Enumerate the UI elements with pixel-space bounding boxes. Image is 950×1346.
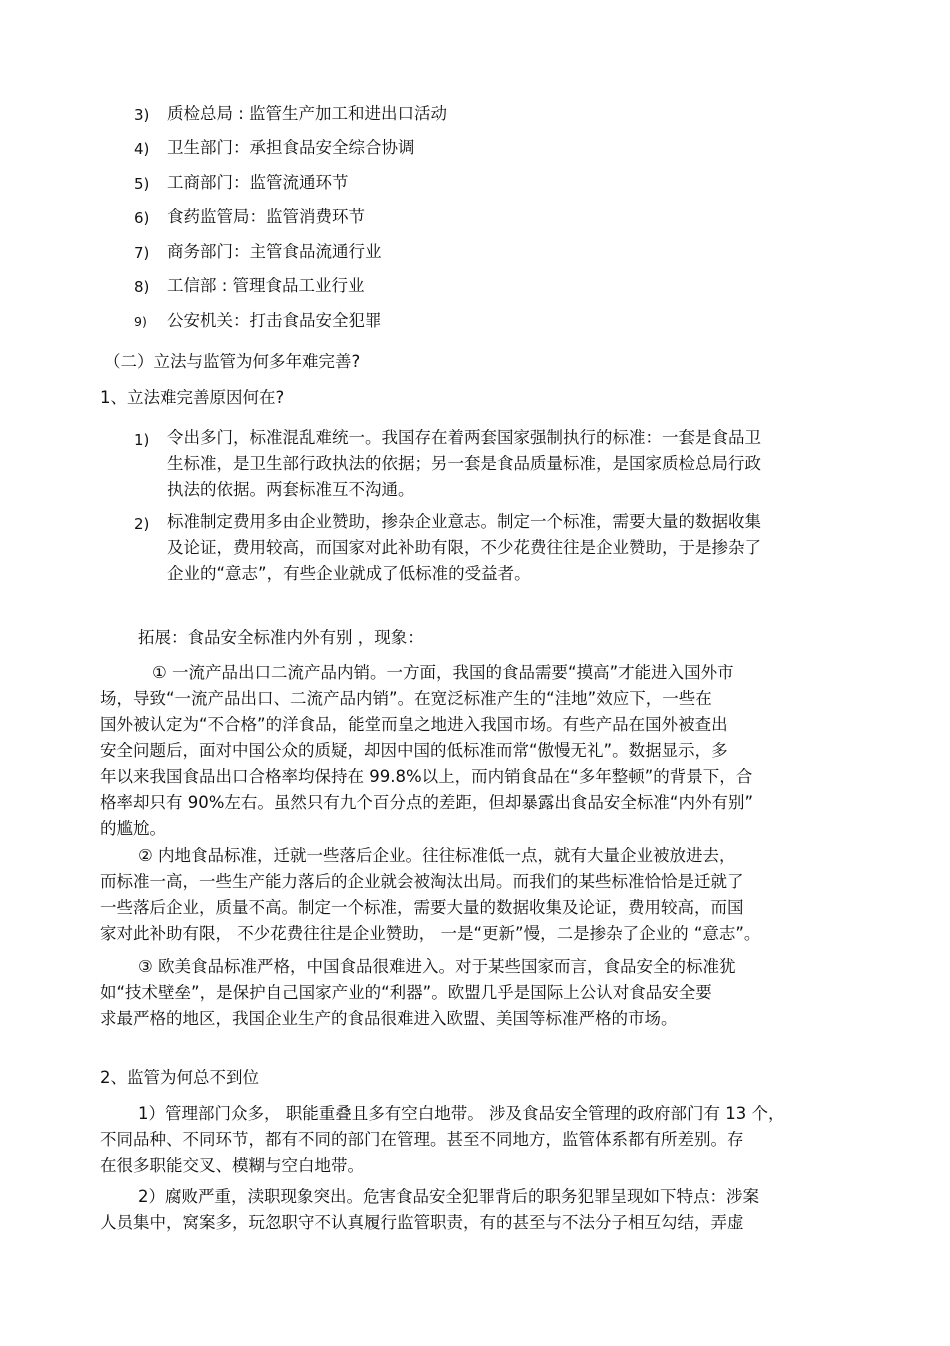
text-line: 2）腐败严重，渎职现象突出。危害食品安全犯罪背后的职务犯罪呈现如下特点：涉案 [138, 1187, 759, 1206]
text-line: 的尴尬。 [100, 819, 166, 838]
text-line: 生标准，是卫生部行政执法的依据；另一套是食品质量标准，是国家质检总局行政 [167, 454, 761, 473]
reason-number: 1) [134, 431, 150, 449]
list-item-text: 食药监管局：监管消费环节 [167, 207, 365, 226]
list-number: 4) [134, 140, 150, 158]
subsection-heading: 2、监管为何总不到位 [100, 1068, 259, 1087]
text-line: ① 一流产品出口二流产品内销。一方面，我国的食品需要“摸高”才能进入国外市 [152, 663, 734, 682]
text-line: 1）管理部门众多， 职能重叠且多有空白地带。 涉及食品安全管理的政府部门有 13 个， [138, 1104, 785, 1123]
reason-paragraph [167, 512, 761, 590]
phenomenon-paragraph [100, 846, 760, 950]
text-line: ③ 欧美食品标准严格，中国食品很难进入。对于某些国家而言，食品安全的标准犹 [138, 957, 736, 976]
list-item-text: 卫生部门：承担食品安全综合协调 [167, 138, 415, 157]
text-line: 标准制定费用多由企业赞助，掺杂企业意志。制定一个标准，需要大量的数据收集 [167, 512, 761, 531]
list-number: 6) [134, 209, 150, 227]
text-line: 不同品种、不同环节，都有不同的部门在管理。甚至不同地方，监管体系都有所差别。存 [100, 1130, 744, 1149]
text-line: 如“技术壁垒”，是保护自己国家产业的“利器”。欧盟几乎是国际上公认对食品安全要 [100, 983, 712, 1002]
list-number: 9) [134, 314, 147, 329]
text-line: 一些落后企业，质量不高。制定一个标准，需要大量的数据收集及论证，费用较高，而国 [100, 898, 744, 917]
list-item-text: 工商部门：监管流通环节 [167, 173, 349, 192]
text-line: 安全问题后，面对中国公众的质疑，却因中国的低标准而常“傲慢无礼”。数据显示，多 [100, 741, 728, 760]
text-line: 人员集中，窝案多，玩忽职守不认真履行监管职责，有的甚至与不法分子相互勾结，弄虚 [100, 1213, 744, 1232]
list-number: 7) [134, 244, 150, 262]
list-item-text: 质检总局 : 监管生产加工和进出口活动 [167, 104, 448, 123]
text-line: 企业的“意志”，有些企业就成了低标准的受益者。 [167, 564, 531, 583]
text-line: 家对此补助有限， 不少花费往往是企业赞助， 一是“更新”慢，二是掺杂了企业的 “意志”。 [100, 924, 761, 943]
list-item-text: 工信部 : 管理食品工业行业 [167, 276, 365, 295]
list-number: 5) [134, 175, 150, 193]
extension-heading: 拓展：食品安全标准内外有别 ，现象： [138, 628, 424, 647]
text-line: 求最严格的地区，我国企业生产的食品很难进入欧盟、美国等标准严格的市场。 [100, 1009, 678, 1028]
text-line: 在很多职能交叉、模糊与空白地带。 [100, 1156, 364, 1175]
list-number: 8) [134, 278, 150, 296]
text-line: 令出多门，标准混乱难统一。我国存在着两套国家强制执行的标准：一套是食品卫 [167, 428, 761, 447]
text-line: 而标准一高，一些生产能力落后的企业就会被淘汰出局。而我们的某些标准恰恰是迁就了 [100, 872, 744, 891]
supervision-paragraph [100, 1187, 759, 1239]
list-item-text: 商务部门：主管食品流通行业 [167, 242, 382, 261]
text-line: 场，导致“一流产品出口、二流产品内销”。在宽泛标准产生的“洼地”效应下，一些在 [100, 689, 712, 708]
text-line: 年以来我国食品出口合格率均保持在 99.8%以上，而内销食品在“多年整顿”的背景下，合 [100, 767, 753, 786]
reason-number: 2) [134, 515, 150, 533]
text-line: 国外被认定为“不合格”的洋食品，能堂而皇之地进入我国市场。有些产品在国外被查出 [100, 715, 728, 734]
text-line: 执法的依据。两套标准互不沟通。 [167, 480, 415, 499]
text-line: 及论证，费用较高，而国家对此补助有限，不少花费往往是企业赞助，于是掺杂了 [167, 538, 761, 557]
phenomenon-paragraph [100, 957, 736, 1035]
text-line: 格率却只有 90%左右。虽然只有九个百分点的差距，但却暴露出食品安全标准“内外有别” [100, 793, 754, 812]
subsection-heading: 1、立法难完善原因何在? [100, 388, 285, 407]
phenomenon-paragraph [100, 663, 753, 845]
supervision-paragraph [100, 1104, 784, 1182]
text-line: ② 内地食品标准，迁就一些落后企业。往往标准低一点，就有大量企业被放进去， [138, 846, 736, 865]
section-heading: （二）立法与监管为何多年难完善? [104, 352, 361, 371]
list-item-text: 公安机关：打击食品安全犯罪 [167, 311, 382, 330]
reason-paragraph [167, 428, 761, 506]
list-number: 3) [134, 106, 150, 124]
